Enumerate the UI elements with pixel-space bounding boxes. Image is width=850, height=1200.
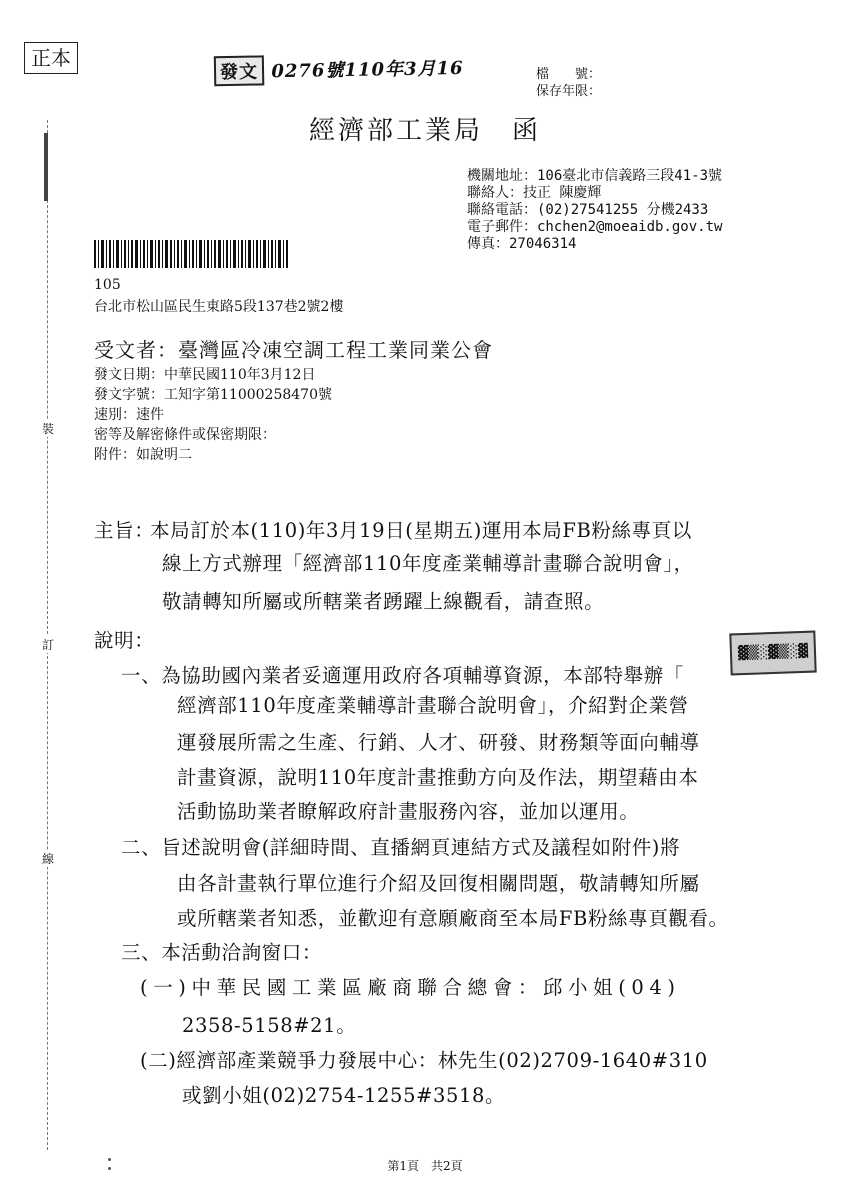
receipt-stamp-box: 發文 <box>214 55 265 86</box>
explanation-item-1-line: 活動協助業者瞭解政府計畫服務內容，並加以運用。 <box>177 800 640 823</box>
document-number: 發文字號：工知字第11000258470號 <box>94 387 332 403</box>
issue-date: 發文日期：中華民國110年3月12日 <box>94 367 316 383</box>
explanation-item-1-line: 計畫資源，說明110年度計畫推動方向及作法，期望藉由本 <box>177 766 699 789</box>
attachment-note: 附件：如說明二 <box>94 447 192 463</box>
page-footer: 第1頁 共2頁 <box>387 1159 463 1173</box>
speed-class: 速別：速件 <box>94 407 164 423</box>
contact-1: (一)中華民國工業區廠商聯合總會：邱小姐(04) <box>140 976 681 999</box>
subject-label: 主旨： <box>94 519 155 542</box>
explanation-item-2-line: 由各計畫執行單位進行介紹及回復相關問題，敬請轉知所屬 <box>177 872 700 895</box>
agency-contact: 聯絡人：技正 陳慶輝 <box>467 185 602 201</box>
retention-label: 保存年限： <box>536 84 602 99</box>
explanation-item-2-line: 或所轄業者知悉，並歡迎有意願廠商至本局FB粉絲專頁觀看。 <box>177 907 729 930</box>
explanation-item-1: 一、為協助國內業者妥適運用政府各項輔導資源，本部特舉辦「 <box>121 664 684 687</box>
contact-2-alt: 或劉小姐(02)2754-1255#3518。 <box>182 1084 506 1107</box>
subject-line: 線上方式辦理「經濟部110年度產業輔導計畫聯合說明會」， <box>162 552 694 575</box>
subject-line: 本局訂於本(110)年3月19日(星期五)運用本局FB粉絲專頁以 <box>150 519 692 542</box>
binding-line <box>47 120 48 1150</box>
document-title: 經濟部工業局 函 <box>308 116 541 146</box>
agency-fax: 傳真：27046314 <box>467 236 577 252</box>
margin-stamp: ▓▒░▓▒░▓ <box>729 631 816 676</box>
agency-info <box>467 168 722 253</box>
subject-line: 敬請轉知所屬或所轄業者踴躍上線觀看，請查照。 <box>162 590 605 613</box>
explanation-label: 說明： <box>94 629 155 652</box>
mailing-address: 台北市松山區民生東路5段137巷2號2樓 <box>94 299 344 315</box>
agency-phone: 聯絡電話：(02)27541255 分機2433 <box>467 202 709 218</box>
original-copy-mark: 正本 <box>24 42 78 74</box>
document-meta <box>94 365 332 465</box>
postal-code: 105 <box>94 277 121 293</box>
recipient: 受文者：臺灣區冷凍空調工程工業同業公會 <box>94 338 493 362</box>
file-number-label: 檔 號： <box>536 67 602 82</box>
receipt-stamp <box>214 52 474 83</box>
binding-mark-zhuang: 裝 <box>41 422 54 436</box>
explanation-item-1-line: 運發展所需之生產、行銷、人才、研發、財務類等面向輔導 <box>177 731 700 754</box>
barcode <box>94 240 290 268</box>
contact-1-phone: 2358-5158#21。 <box>182 1014 357 1037</box>
contact-2: (二)經濟部產業競爭力發展中心：林先生(02)2709-1640#310 <box>140 1049 708 1072</box>
file-number-block <box>536 66 601 100</box>
explanation-item-3: 三、本活動洽詢窗口： <box>121 941 323 964</box>
explanation-item-2: 二、旨述說明會(詳細時間、直播網頁連結方式及議程如附件)將 <box>121 836 681 859</box>
security-level: 密等及解密條件或保密期限： <box>94 427 276 443</box>
binding-mark-ding: 訂 <box>41 638 54 652</box>
explanation-item-1-line: 經濟部110年度產業輔導計畫聯合說明會」，介紹對企業營 <box>177 694 689 717</box>
receipt-stamp-text: 0276號110年3月16 <box>271 57 464 83</box>
agency-address: 機關地址：106臺北市信義路三段41-3號 <box>467 168 723 184</box>
agency-email: 電子郵件：chchen2@moeaidb.gov.tw <box>467 219 723 235</box>
binding-mark-xian: 線 <box>41 852 54 866</box>
